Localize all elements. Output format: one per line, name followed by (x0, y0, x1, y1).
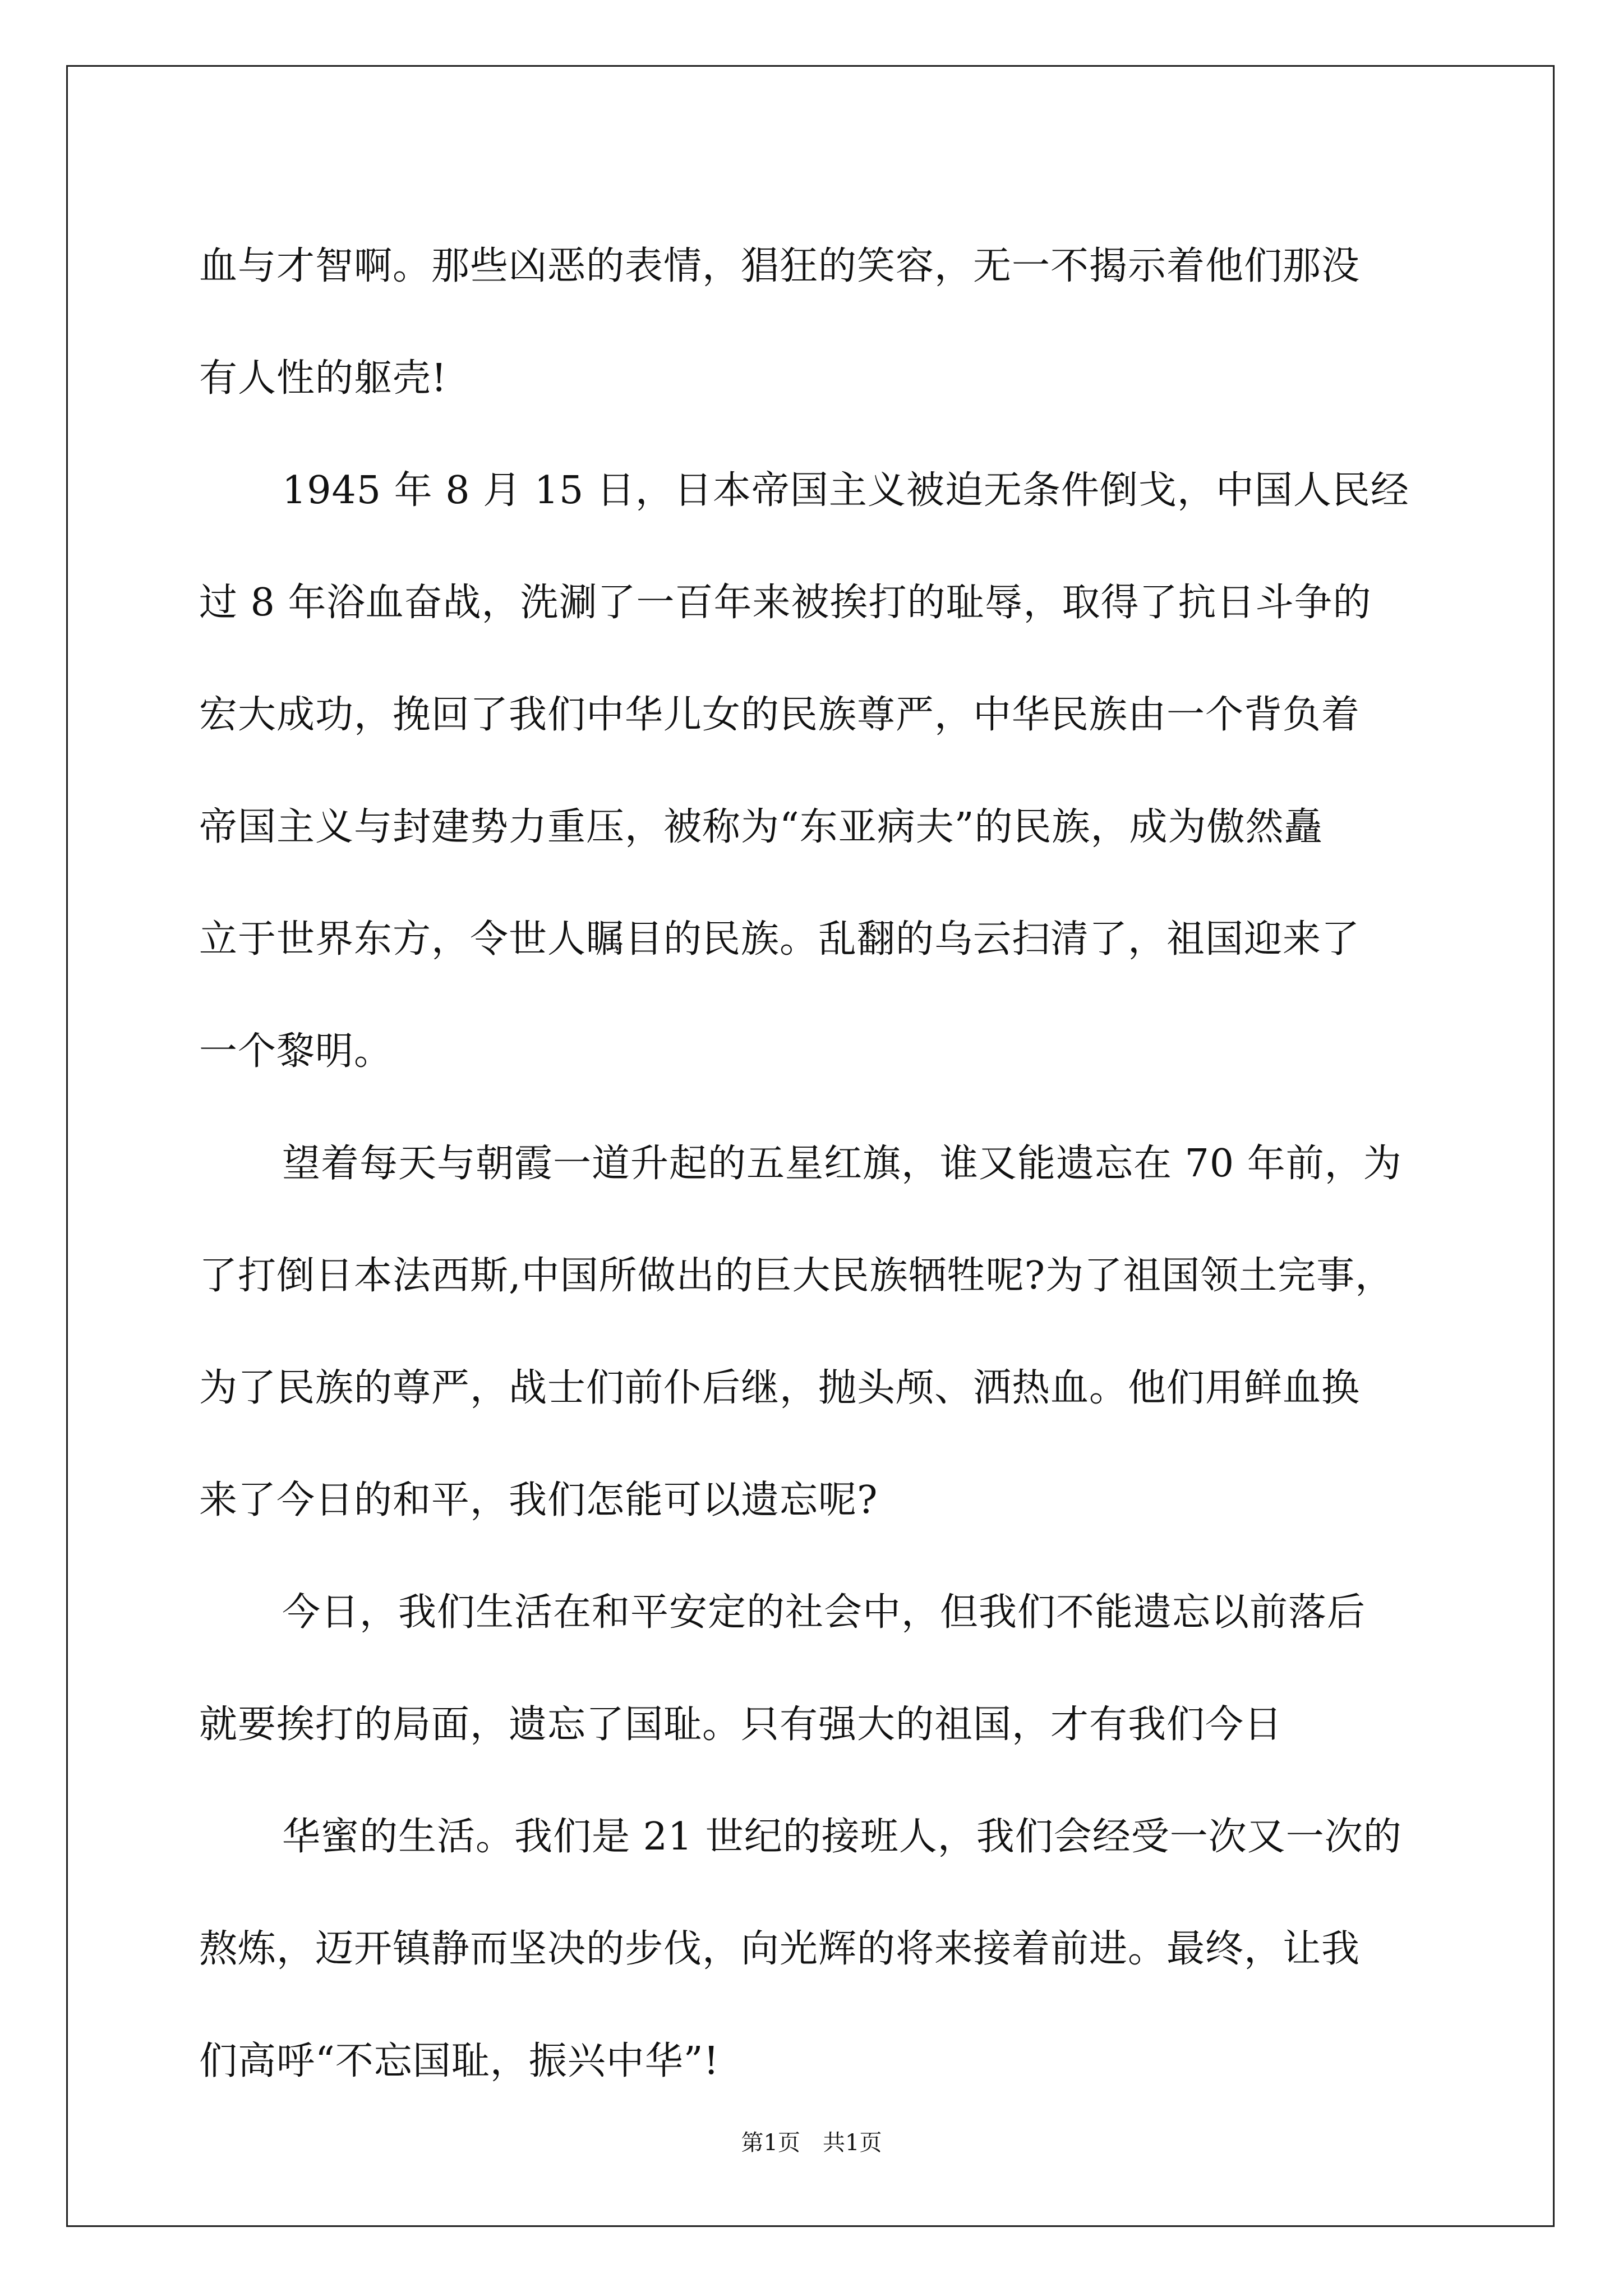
text-line: 为了民族的尊严，战士们前仆后继，抛头颅、洒热血。他们用鲜血换 (199, 1366, 1361, 1410)
text-line: 立于世界东方，令世人瞩目的民族。乱翻的乌云扫清了，祖国迎来了 (199, 917, 1361, 961)
text-line: 们高呼“不忘国耻，振兴中华”! (199, 2039, 720, 2083)
text-line: 有人性的躯壳! (199, 356, 448, 401)
page-footer: 第1页 共1页 (741, 2130, 882, 2156)
text-line: 望着每天与朝霞一道升起的五星红旗，谁又能遗忘在 70 年前，为 (282, 1142, 1402, 1186)
text-line: 1945 年 8 月 15 日，日本帝国主义被迫无条件倒戈，中国人民经 (282, 468, 1409, 513)
text-line: 了打倒日本法西斯,中国所做出的巨大民族牺牲呢?为了祖国领土完事， (199, 1254, 1394, 1298)
document-body (199, 210, 1433, 2118)
text-line: 华蜜的生活。我们是 21 世纪的接班人，我们会经受一次又一次的 (282, 1815, 1402, 1859)
text-line: 一个黎明。 (199, 1029, 393, 1074)
text-line: 来了今日的和平，我们怎能可以遗忘呢? (199, 1478, 878, 1522)
text-line: 今日，我们生活在和平安定的社会中，但我们不能遗忘以前落后 (282, 1590, 1366, 1635)
text-line: 宏大成功，挽回了我们中华儿女的民族尊严，中华民族由一个背负着 (199, 693, 1361, 737)
text-line: 帝国主义与封建势力重压，被称为“东亚病夫”的民族，成为傲然矗 (199, 805, 1323, 849)
text-line: 过 8 年浴血奋战，洗涮了一百年来被挨打的耻辱，取得了抗日斗争的 (199, 581, 1372, 625)
text-line: 就要挨打的局面，遗忘了国耻。只有强大的祖国，才有我们今日 (199, 1703, 1283, 1747)
text-line: 血与才智啊。那些凶恶的表情，猖狂的笑容，无一不揭示着他们那没 (199, 244, 1361, 288)
text-line: 熬炼，迈开镇静而坚决的步伐，向光辉的将来接着前进。最终，让我 (199, 1927, 1361, 1971)
